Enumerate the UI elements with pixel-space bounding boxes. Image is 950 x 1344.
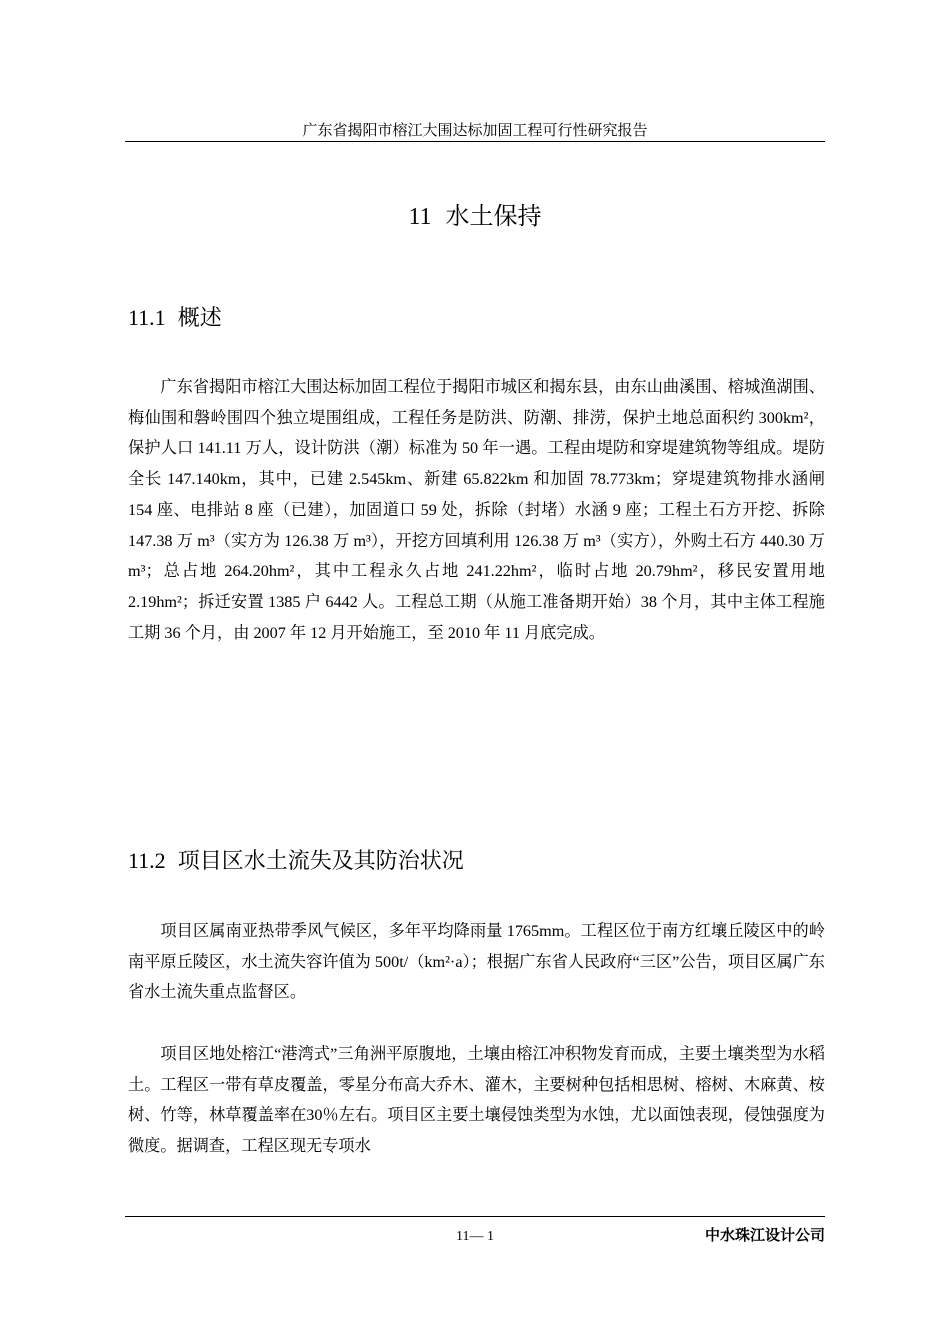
section-heading-11-2 [128,844,464,879]
section-title: 概述 [177,306,222,331]
section-heading-11-1 [128,301,222,336]
chapter-title [125,196,825,237]
paragraph-climate: 项目区属南亚热带季风气候区，多年平均降雨量 1765mm。工程区位于南方红壤丘陵区中的岭南平原丘陵区，水土流失容许值为 500t/（km²·a）；根据广东省人民政府“三区”公告，项目区属广东省水土流失重点监督区。 [128,922,825,1002]
section-title: 项目区水土流失及其防治状况 [177,849,464,874]
chapter-number: 11 [408,204,432,230]
company-name: 中水珠江设计公司 [704,1226,825,1244]
footer-divider [125,1216,825,1217]
page-number: 11— 1 [456,1229,494,1244]
section-number: 11.1 [128,305,166,330]
paragraph-soil: 项目区地处榕江“港湾式”三角洲平原腹地，土壤由榕江冲积物发育而成，主要土壤类型为水稻土。工程区一带有草皮覆盖，零星分布高大乔木、灌木，主要树种包括相思树、榕树、木麻黄、桉树、竹等，林草覆盖率在30％左右。项目区主要土壤侵蚀类型为水蚀，尤以面蚀表现，侵蚀强度为微度。据调查，工程区现无专项水 [128,1045,825,1156]
report-title: 广东省揭阳市榕江大围达标加固工程可行性研究报告 [302,121,648,139]
chapter-heading-text: 水土保持 [445,202,542,230]
section-number: 11.2 [128,848,166,873]
header-divider [125,141,825,142]
paragraph-overview: 广东省揭阳市榕江大围达标加固工程位于揭阳市城区和揭东县，由东山曲溪围、榕城渔湖围、梅仙围和磐岭围四个独立堤围组成，工程任务是防洪、防潮、排涝，保护土地总面积约 300km²，保护人口 141.11 万人，设计防洪（潮）标准为 50 年一遇。工程由堤防和穿堤建筑物等组成。堤防全长 147.140km，其中，已建 2.545km、新建 65.822km 和加固 78.773km；穿堤建筑物排水涵闸 154 座、电排站 8 座（已建），加固道口 59 处，拆除（封堵）水涵 9 座；工程土石方开挖、拆除 147.38 万 m³（实方为 126.38 万 m³），开挖方回填利用 126.38 万 m³（实方），外购土石方 440.30 万 m³；总占地 264.20hm²，其中工程永久占地 241.22hm²，临时占地 20.79hm²，移民安置用地 2.19hm²；拆迁安置 1385 户 6442 人。工程总工期（从施工准备期开始）38 个月，其中主体工程施工期 36 个月，由 2007 年 12 月开始施工，至 2010 年 11 月底完成。 [128,378,825,642]
